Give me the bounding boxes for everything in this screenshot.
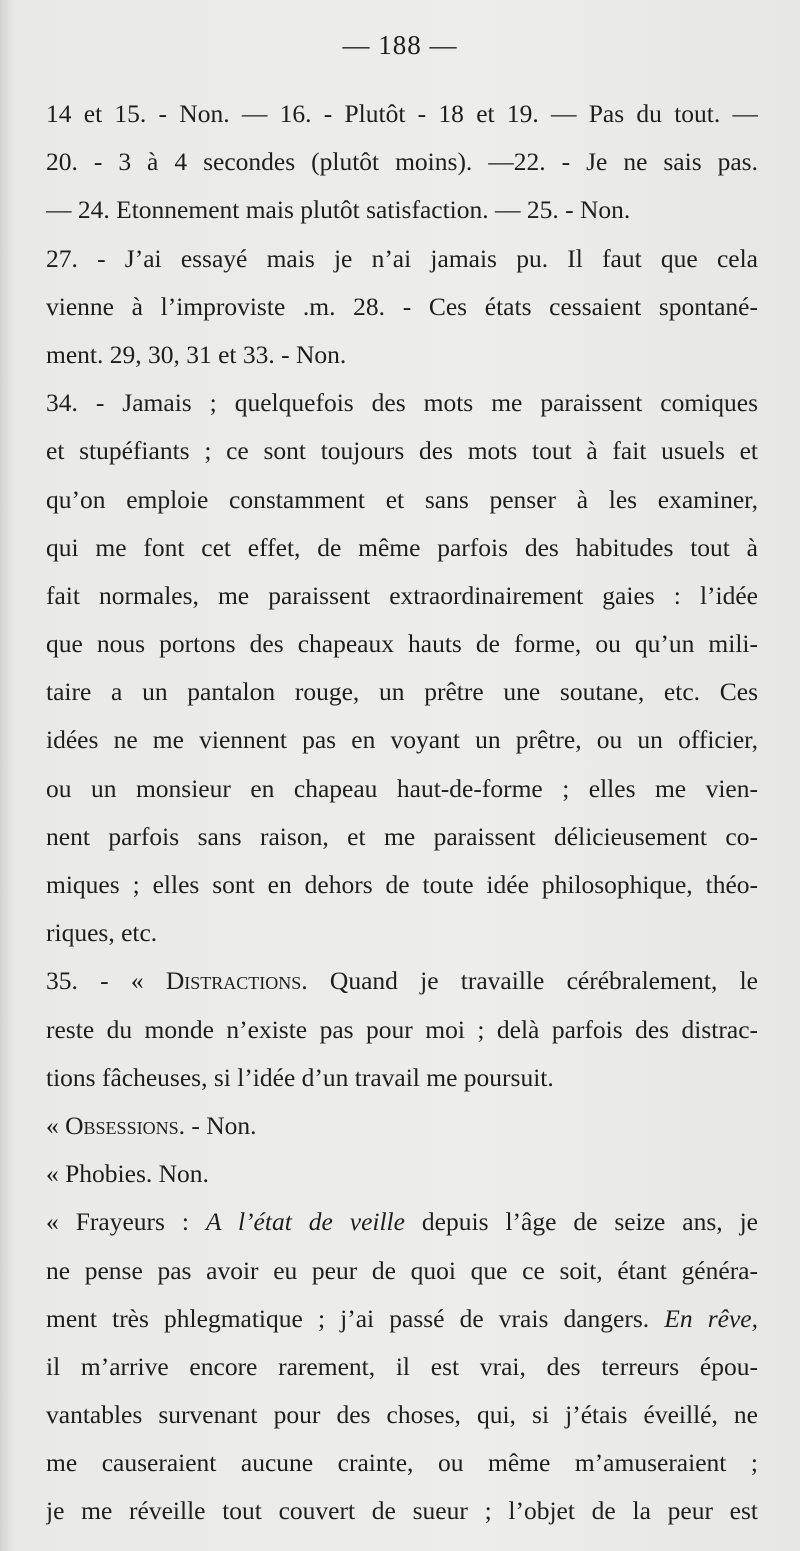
text-line-obsessions (46, 1106, 758, 1154)
text-line: reste du monde n’existe pas pour moi ; delà parfois des distrac- (46, 1014, 758, 1044)
text-line: idées ne me viennent pas en voyant un prêtre, ou un officier, (46, 725, 758, 755)
text-line: qui me font cet effet, de même parfois des habitudes tout à (46, 532, 758, 562)
text-line: je me réveille tout couvert de sueur ; l’objet de la peur est (46, 1496, 758, 1526)
line-suffix: . Quand je travaille cérébralement, le (301, 966, 758, 996)
text-line (46, 1299, 758, 1347)
line-prefix: 35. - « (46, 966, 166, 996)
line-suffix: depuis l’âge de seize ans, je (404, 1207, 758, 1237)
text-line: miques ; elles sont en dehors de toute idée philosophique, théo- (46, 870, 758, 899)
text-line: 27. - J’ai essayé mais je n’ai jamais pu. Il faut que cela (46, 243, 758, 273)
line-prefix: « (46, 1110, 66, 1140)
text-line: il m’arrive encore rarement, il est vrai, des terreurs épou- (46, 1351, 758, 1381)
text-line-frayeurs (46, 1202, 758, 1250)
text-line: et stupéfiants ; ce sont toujours des mots tout à fait usuels et (46, 436, 758, 466)
text-line: 20. - 3 à 4 secondes (plutôt moins). —22. - Je ne sais pas. (46, 147, 758, 177)
text-line: me causeraient aucune crainte, ou même m’amuseraient ; (46, 1448, 758, 1478)
smallcaps-heading: Distractions (165, 966, 302, 996)
line-suffix: . - Non. (178, 1110, 257, 1140)
text-line: ne pense pas avoir eu peur de quoi que ce soit, étant généra- (46, 1255, 758, 1285)
smallcaps-heading: Obsessions (65, 1110, 179, 1140)
text-line: qu’on emploie constamment et sans penser à les examiner, (46, 484, 758, 514)
text-line: tions fâcheuses, si l’idée d’un travail me poursuit. (46, 1062, 554, 1092)
text-line: 14 et 15. - Non. — 16. - Plutôt - 18 et 19. — Pas du tout. — (46, 99, 758, 128)
italic-phrase: A l’état de veille (205, 1207, 405, 1237)
text-line-phobies: « Phobies. Non. (46, 1159, 209, 1189)
text-line: nent parfois sans raison, et me paraissent délicieusement co- (46, 821, 758, 851)
text-line: riques, etc. (46, 918, 158, 948)
text-line: que nous portons des chapeaux hauts de forme, ou qu’un mili- (46, 629, 758, 659)
page-number: — 188 — (342, 30, 458, 60)
line-prefix: « Frayeurs : (46, 1207, 206, 1237)
text-line: fait normales, me paraissent extraordinairement gaies : l’idée (46, 580, 758, 610)
italic-phrase: En rêve, (664, 1303, 758, 1333)
text-line: taire a un pantalon rouge, un prêtre une soutane, etc. Ces (46, 677, 758, 707)
text-line: 34. - Jamais ; quelquefois des mots me paraissent comiques (46, 388, 758, 418)
text-line: ou un monsieur en chapeau haut-de-forme ; elles me vien- (46, 773, 758, 803)
text-line: ment. 29, 30, 31 et 33. - Non. (46, 339, 347, 369)
text-line-distractions (46, 961, 758, 1009)
text-line: vantables survenant pour des choses, qui, si j’étais éveillé, ne (46, 1400, 758, 1430)
body-text (46, 94, 758, 1540)
text-line: vienne à l’improviste .m. 28. - Ces états cessaient spontané- (46, 291, 758, 321)
line-prefix: ment très phlegmatique ; j’ai passé de vrais dangers. (46, 1303, 665, 1333)
text-line: — 24. Etonnement mais plutôt satisfaction. — 25. - Non. (46, 195, 631, 225)
